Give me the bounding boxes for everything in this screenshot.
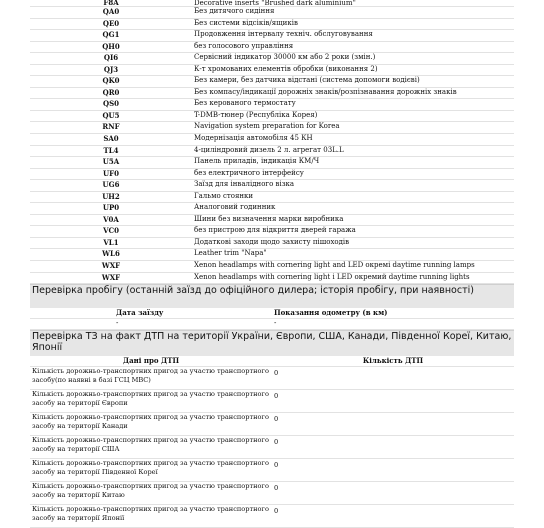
option-description: без голосового управління <box>192 41 514 53</box>
accident-row <box>30 413 514 436</box>
accident-label: Кількість дорожньо-транспортних пригод за участю транспортного засобу на території США <box>30 436 272 459</box>
accidents-col-count: Кількість ДТП <box>272 356 514 367</box>
accident-count: 0 <box>272 436 514 459</box>
accident-row <box>30 367 514 390</box>
option-row <box>30 168 514 180</box>
mileage-col-date: Дата заїзду <box>30 308 272 319</box>
option-description: Гальмо стоянки <box>192 191 514 203</box>
option-row <box>30 180 514 192</box>
option-code: QH0 <box>30 41 192 53</box>
mileage-row-date: - <box>30 319 272 330</box>
accident-row <box>30 459 514 482</box>
option-description: Leather trim "Napa" <box>192 249 514 261</box>
option-row <box>30 214 514 226</box>
option-description: Без дитячого сидіння <box>192 7 514 19</box>
option-description: Панель приладів, індикація КМ/Ч <box>192 157 514 169</box>
option-description: Продовження інтервалу техніч. обслуговування <box>192 30 514 42</box>
option-code: VL1 <box>30 237 192 249</box>
option-description: без пристрою для відкриття дверей гаража <box>192 226 514 238</box>
option-code: QI6 <box>30 53 192 65</box>
option-description: Без компасу/індикації дорожніх знаків/розпізнавання дорожніх знаків <box>192 87 514 99</box>
option-description: Decorative inserts "Brushed dark aluminium" <box>192 0 514 7</box>
accidents-table-body <box>30 367 514 528</box>
option-code: F8A <box>30 0 192 7</box>
option-description: Без керованого термостату <box>192 99 514 111</box>
accident-row <box>30 436 514 459</box>
accident-count: 0 <box>272 459 514 482</box>
accidents-table <box>30 330 514 528</box>
accident-count: 0 <box>272 367 514 390</box>
option-row <box>30 18 514 30</box>
option-description: Аналоговий годинник <box>192 203 514 215</box>
accident-label: Кількість дорожньо-транспортних пригод за участю транспортного засобу на території Китаю <box>30 482 272 505</box>
accident-count: 0 <box>272 413 514 436</box>
option-row <box>30 99 514 111</box>
option-row <box>30 191 514 203</box>
option-row <box>30 122 514 134</box>
option-description: без електричного інтерфейсу <box>192 168 514 180</box>
accident-row <box>30 505 514 528</box>
option-row <box>30 272 514 284</box>
option-row <box>30 237 514 249</box>
option-row <box>30 41 514 53</box>
option-code: SA0 <box>30 134 192 146</box>
option-description: 4-циліндровий дизель 2 л. агрегат 03L.L <box>192 145 514 157</box>
option-code: QE0 <box>30 18 192 30</box>
option-row <box>30 203 514 215</box>
option-code: QG1 <box>30 30 192 42</box>
option-code: QA0 <box>30 7 192 19</box>
option-description: Додаткові заходи щодо захисту пішоходів <box>192 237 514 249</box>
option-row <box>30 7 514 19</box>
option-row <box>30 261 514 273</box>
option-row <box>30 134 514 146</box>
option-code: WL6 <box>30 249 192 261</box>
option-description: Сервісний індикатор 30000 км або 2 роки (змін.) <box>192 53 514 65</box>
options-table-body <box>30 0 514 284</box>
option-row <box>30 157 514 169</box>
option-row <box>30 87 514 99</box>
accident-count: 0 <box>272 482 514 505</box>
option-code: QJ3 <box>30 64 192 76</box>
option-description: Заїзд для інвалідного візка <box>192 180 514 192</box>
accident-row <box>30 482 514 505</box>
mileage-col-odometer: Показання одометру (в км) <box>272 308 514 319</box>
option-row <box>30 226 514 238</box>
option-row <box>30 53 514 65</box>
accident-label: Кількість дорожньо-транспортних пригод за участю транспортного засобу на території Японії <box>30 505 272 528</box>
option-description: Xenon headlamps with cornering light and LED окремі daytime running lamps <box>192 261 514 273</box>
option-code: QR0 <box>30 87 192 99</box>
mileage-section-title: Перевірка пробігу (останній заїзд до офіційного дилера; історія пробігу, при наявності) <box>30 285 514 309</box>
accident-count: 0 <box>272 390 514 413</box>
options-table <box>30 0 514 284</box>
option-row <box>30 76 514 88</box>
accident-label: Кількість дорожньо-транспортних пригод за участю транспортного засобу на території Канади <box>30 413 272 436</box>
option-description: Xenon headlamps with cornering light і LED окремий daytime running lights <box>192 272 514 284</box>
mileage-row-odometer: - <box>272 319 514 330</box>
option-code: UF0 <box>30 168 192 180</box>
accident-row <box>30 390 514 413</box>
option-code: RNF <box>30 122 192 134</box>
option-code: UH2 <box>30 191 192 203</box>
option-row <box>30 64 514 76</box>
option-code: U5A <box>30 157 192 169</box>
option-code: QS0 <box>30 99 192 111</box>
option-row <box>30 110 514 122</box>
accidents-col-data: Дані про ДТП <box>30 356 272 367</box>
option-code: WXF <box>30 272 192 284</box>
accident-count: 0 <box>272 505 514 528</box>
accident-label: Кількість дорожньо-транспортних пригод за участю транспортного засобу на території Південної Кореї <box>30 459 272 482</box>
accidents-section-title: Перевірка ТЗ на факт ДТП на території України, Європи, США, Канади, Південної Кореї, Китаю, Японії <box>30 331 514 357</box>
option-code: QU5 <box>30 110 192 122</box>
option-description: Модернізація автомобіля 45 КН <box>192 134 514 146</box>
option-code: QK0 <box>30 76 192 88</box>
mileage-table <box>30 284 514 330</box>
option-code: VC0 <box>30 226 192 238</box>
option-code: UP0 <box>30 203 192 215</box>
option-code: V0A <box>30 214 192 226</box>
option-code: UG6 <box>30 180 192 192</box>
option-description: К-т хромованих елементів обробки (виконання 2) <box>192 64 514 76</box>
report-content <box>30 0 514 528</box>
option-description: Без системи відсіків/ящиків <box>192 18 514 30</box>
accident-label: Кількість дорожньо-транспортних пригод за участю транспортного засобу на території Європи <box>30 390 272 413</box>
option-row <box>30 249 514 261</box>
accident-label: Кількість дорожньо-транспортних пригод за участю транспортного засобу(по наявні в базі ГСЦ МВС) <box>30 367 272 390</box>
option-row <box>30 30 514 42</box>
option-description: T-DMB-тюнер (Республіка Корея) <box>192 110 514 122</box>
option-code: TL4 <box>30 145 192 157</box>
option-row <box>30 145 514 157</box>
option-description: Шини без визначення марки виробника <box>192 214 514 226</box>
option-code: WXF <box>30 261 192 273</box>
option-description: Navigation system preparation for Korea <box>192 122 514 134</box>
option-description: Без камери, без датчика відстані (система допомоги водієві) <box>192 76 514 88</box>
